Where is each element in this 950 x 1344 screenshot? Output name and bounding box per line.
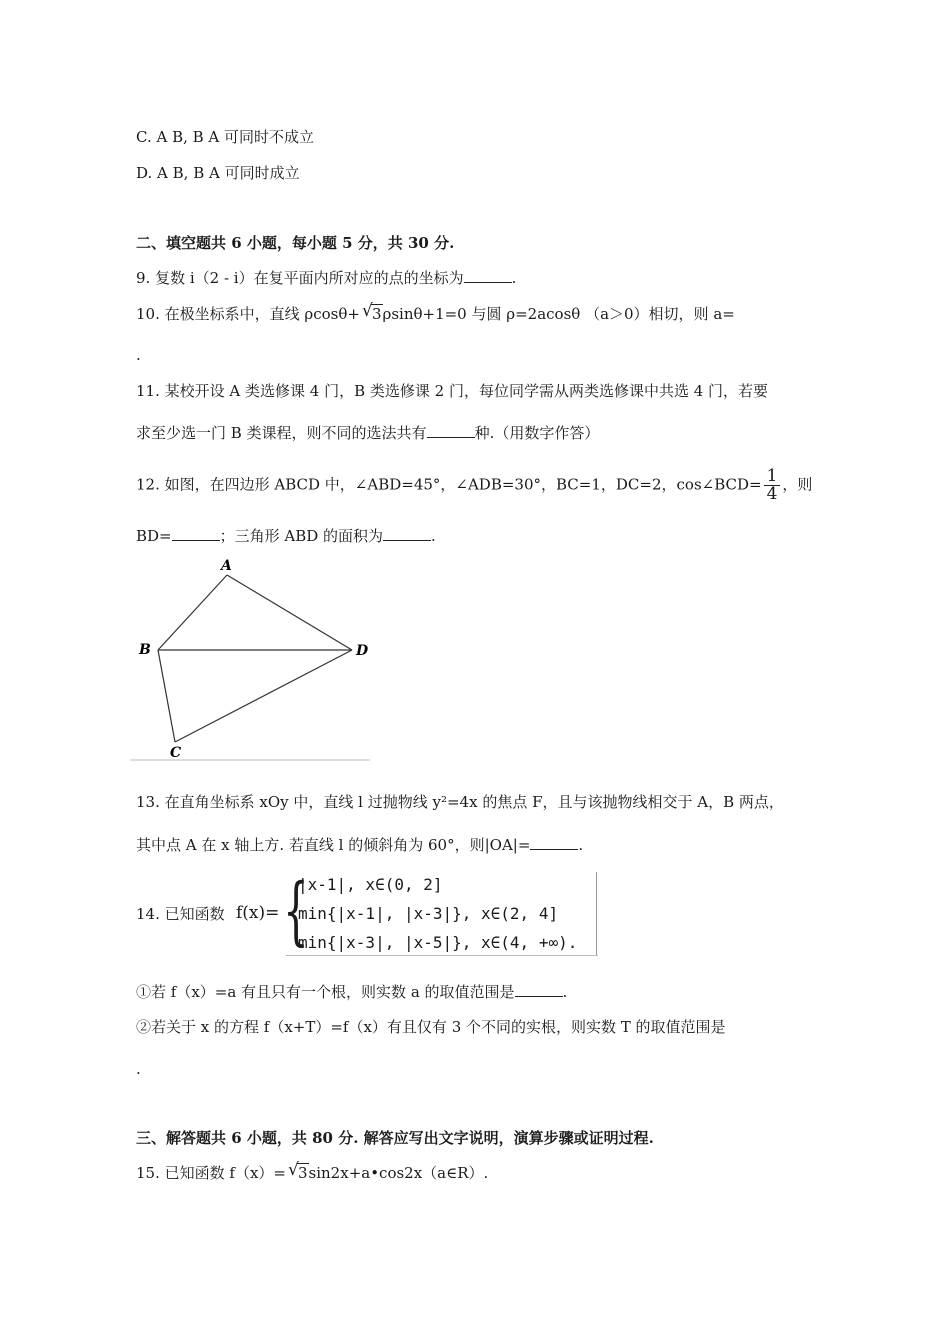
q9-end: . (511, 269, 517, 287)
q11-text-c: 种.（用数字作答） (474, 424, 600, 442)
q9-text: 9. 复数 i（2 - i）在复平面内所对应的点的坐标为 (136, 269, 464, 287)
q12-text-b: ，则 (782, 475, 813, 494)
question-14-part2: ②若关于 x 的方程 f（x+T）=f（x）有且仅有 3 个不同的实根，则实数 T 的取值范围是 (136, 1018, 726, 1036)
question-12-line2 (136, 526, 436, 546)
q14-part1-text: ①若 f（x）=a 有且只有一个根，则实数 a 的取值范围是 (136, 983, 515, 1001)
fraction-denominator: 4 (766, 484, 778, 504)
quadrilateral-figure (130, 555, 375, 765)
q15-text-b: sin2x+a•cos2x（a∈R）. (308, 1164, 489, 1182)
q14-function-name: f(x)= (236, 903, 280, 923)
vertex-label-b: B (139, 642, 151, 658)
question-11-line1: 11. 某校开设 A 类选修课 4 门，B 类选修课 2 门，每位同学需从两类选修课中共选 4 门，若要 (136, 382, 769, 400)
question-11-line2 (136, 423, 599, 443)
image-border (596, 872, 597, 956)
q10-text-a: 10. 在极坐标系中，直线 ρcosθ+ (136, 305, 360, 323)
q15-radicand: 3 (297, 1164, 308, 1182)
q14-label: 14. 已知函数 (136, 905, 225, 923)
left-brace: { (283, 868, 309, 954)
fraction (764, 468, 781, 503)
q10-end: . (136, 346, 141, 364)
q10-text-b: ρsinθ+1=0 与圆 ρ=2acosθ （a＞0）相切，则 a= (382, 305, 735, 323)
q13-text-c: . (578, 836, 584, 854)
option-c: C. A B, B A 可同时不成立 (136, 128, 315, 146)
q14-part2-end: . (136, 1060, 141, 1078)
piecewise-case-2: min{|x-1|, |x-3|}, x∈(2, 4] (298, 904, 559, 923)
image-border (286, 955, 598, 956)
section-3-heading: 三、解答题共 6 小题，共 80 分. 解答应写出文字说明，演算步骤或证明过程. (136, 1129, 654, 1147)
question-15 (136, 1163, 488, 1183)
fraction-numerator: 1 (764, 468, 781, 486)
answer-blank (515, 982, 563, 997)
q15-text-a: 15. 已知函数 f（x）= (136, 1164, 286, 1182)
sqrt-symbol (362, 304, 383, 324)
vertex-label-a: A (221, 558, 232, 574)
q12-text-a: 12. 如图，在四边形 ABCD 中，∠ABD=45°，∠ADB=30°，BC=1，DC=2，cos∠BCD= (136, 475, 762, 494)
answer-blank (383, 526, 431, 541)
q12-text-e: . (431, 527, 436, 545)
q12-text-d: ；三角形 ABD 的面积为 (219, 527, 384, 545)
piecewise-case-1: |x-1|, x∈(0, 2] (298, 875, 443, 894)
q11-text-b: 求至少选一门 B 类课程，则不同的选法共有 (136, 424, 427, 442)
question-14-piecewise (136, 870, 606, 956)
question-9 (136, 268, 516, 288)
section-2-heading: 二、填空题共 6 小题，每小题 5 分，共 30 分. (136, 234, 455, 252)
piecewise-case-3: min{|x-3|, |x-5|}, x∈(4, +∞). (298, 933, 578, 952)
question-14-part1 (136, 982, 567, 1002)
question-12-line1 (136, 468, 812, 503)
question-13-line2 (136, 835, 583, 855)
q12-text-c: BD= (136, 527, 172, 545)
answer-blank (172, 526, 220, 541)
q13-text-b: 其中点 A 在 x 轴上方. 若直线 l 的倾斜角为 60°，则|OA|= (136, 836, 531, 854)
answer-blank (427, 423, 475, 438)
vertex-label-c: C (170, 745, 182, 761)
answer-blank (464, 268, 512, 283)
answer-blank (530, 835, 578, 850)
sqrt-symbol (288, 1163, 309, 1183)
q14-part1-end: . (562, 983, 568, 1001)
question-13-line1: 13. 在直角坐标系 xOy 中，直线 l 过抛物线 y²=4x 的焦点 F，且与该抛物线相交于 A，B 两点， (136, 793, 784, 811)
q10-radicand: 3 (371, 305, 382, 323)
option-d: D. A B, B A 可同时成立 (136, 164, 300, 182)
question-10 (136, 304, 735, 324)
vertex-label-d: D (356, 643, 369, 659)
